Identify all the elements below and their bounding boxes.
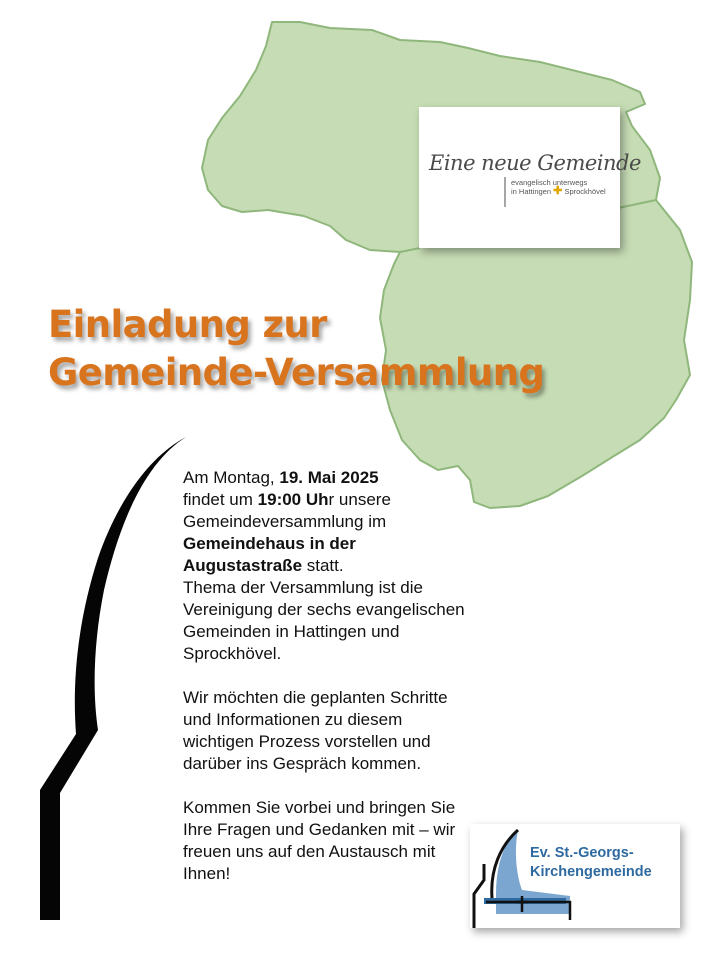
- paragraph-details: [183, 467, 473, 665]
- text-segment: Thema der Versammlung ist die Vereinigung der sechs evangelischen Gemeinden in Hattingen und Sprockhövel.: [183, 578, 465, 663]
- text-segment: Am Montag,: [183, 468, 280, 487]
- event-venue: Gemeindehaus in der Augustastraße: [183, 534, 356, 575]
- yellow-cross-icon: ✚: [553, 185, 563, 197]
- church-name-line-2: Kirchengemeinde: [530, 864, 652, 880]
- paragraph-purpose: Wir möchten die geplanten Schritte und Informationen zu diesem wichtigen Prozess vorstellen und darüber ins Gespräch kommen.: [183, 688, 448, 773]
- logo-script-text: Eine neue Gemeinde: [429, 151, 641, 175]
- event-time: 19:00 Uh: [257, 490, 329, 509]
- logo-city-1: in Hattingen: [511, 187, 552, 196]
- event-date: 19. Mai 2025: [279, 468, 379, 487]
- church-name: [530, 844, 652, 882]
- headline-line-1: Einladung zur: [48, 303, 327, 346]
- headline-line-2: Gemeinde-Versammlung: [48, 351, 545, 394]
- logo-tagline: evangelisch unterwegs: [511, 178, 588, 187]
- church-name-line-1: Ev. St.-Georgs-: [530, 845, 634, 861]
- text-segment: statt.: [302, 556, 344, 575]
- st-georgs-logo: [470, 824, 680, 928]
- logo-city-2: Sprockhövel: [564, 187, 606, 196]
- paragraph-invite: Kommen Sie vorbei und bringen Sie Ihre Fragen und Gedanken mit – wir freuen uns auf den Austausch mit Ihnen!: [183, 798, 456, 883]
- text-segment: findet um: [183, 490, 258, 509]
- invitation-body: [183, 467, 473, 885]
- text-segment: r unsere Gemeindeversammlung im: [183, 490, 391, 531]
